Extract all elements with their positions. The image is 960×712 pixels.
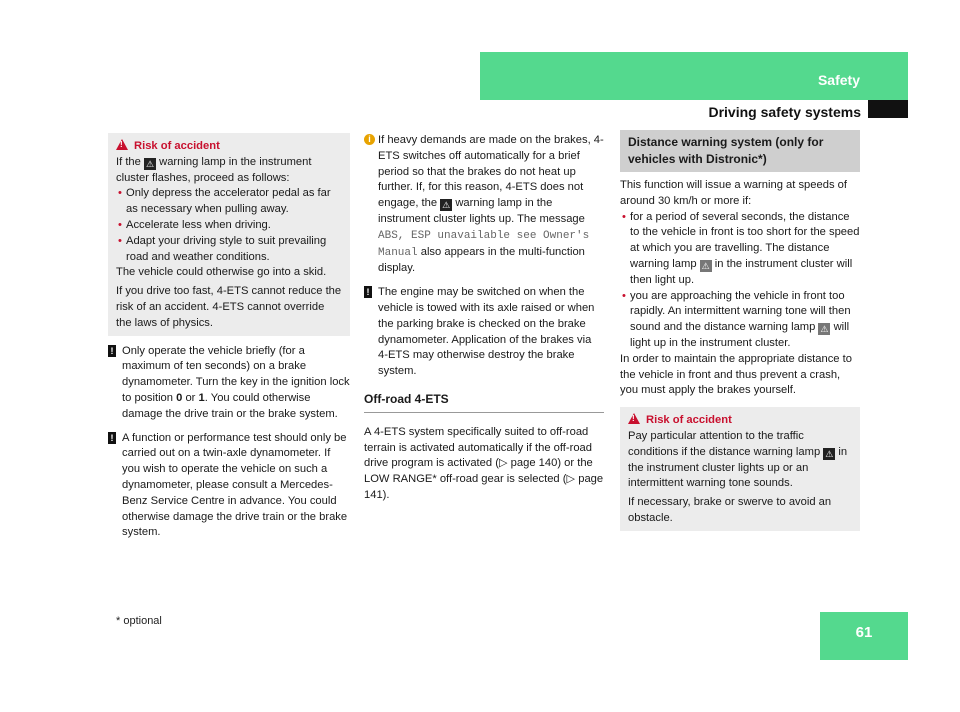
arrow-icon: ▷ [498,457,508,470]
section-tab [480,52,908,100]
page-ref-link[interactable]: page 141 [364,473,604,501]
list-item: • Adapt your driving style to suit prevailing road and weather conditions. [116,234,342,266]
page-number-block [820,612,908,660]
risk-text-3: If necessary, brake or swerve to avoid an obstacle. [628,496,832,524]
footnote: * optional [116,615,162,627]
warning-triangle-icon [116,139,128,150]
arrow-icon: ▷ [566,473,576,486]
info-text: If heavy demands are made on the brakes, 4-ETS switches off automatically for a brief period so that the brakes do not heat up further. If, for this reason, 4-ETS does not engage, the [378,134,604,210]
note-towing [364,285,604,380]
position-0: 0 [176,391,183,404]
distance-warning-lamp-icon: ⚠ [701,260,710,271]
info-icon: i [364,134,375,145]
note-or: or [185,391,196,404]
bullet-text: for a period of several seconds, the distance to the vehicle in front is too short for the speed at which you are travelling. The distance warning lamp [630,210,860,270]
risk-after-2: If you drive too fast, 4-ETS cannot reduce the risk of an accident. 4-ETS cannot override the laws of physics. [116,285,342,329]
risk-text-2: in the instrument cluster lights up or an intermittent warning tone sounds. [628,445,848,490]
header-marker [868,100,908,118]
note-dynamometer [108,344,350,423]
risk-intro-rest: warning lamp in the instrument cluster flashes, proceed as follows: [116,155,312,184]
risk-intro: If the [116,155,141,168]
risk-box [108,133,350,336]
distance-paragraph: In order to maintain the appropriate distance to the vehicle in front and thus prevent a crash, you must apply the brakes yourself. [620,352,852,397]
note-test [108,431,350,542]
note-text: A function or performance test should only be carried out on a twin-axle dynamometer. If you wish to operate the vehicle on such a dynamometer, please consult a Mercedes-Benz Service Centre in advance. You could otherwise damage the drive train or the brake system. [122,431,348,539]
distance-warning-lamp-icon: ⚠ [825,448,834,459]
list-item [620,289,860,352]
section-tab-label: Safety [817,72,860,88]
display-message: ABS, ESP unavailable see Owner's Manual [378,229,590,259]
risk-after-1: The vehicle could otherwise go into a skid. [116,266,327,279]
risk-box [620,407,860,531]
bullet-text-2: in the instrument cluster will then light up. [630,257,853,286]
page-ref-link[interactable]: page 140 [510,457,558,470]
skid-warning-lamp-icon: ⚠ [442,200,451,211]
column-3 [620,130,860,531]
info-text-2: warning lamp in the instrument cluster lights up. The message [378,197,585,225]
offroad-text-b: ) or the LOW RANGE* off-road gear is selected ( [364,457,593,486]
column-2 [364,133,604,504]
info-text-3: also appears in the multi-function display. [378,245,585,275]
distance-intro: This function will issue a warning at speeds of around 30 km/h or more if: [620,179,847,207]
offroad-text-a: A 4-ETS system specifically suited to off-road terrain is activated automatically if the off-road drive program is activated ( [364,425,593,470]
info-note [364,133,604,277]
position-1: 1 [198,391,205,404]
list-item: • Only depress the accelerator pedal as far as necessary when pulling away. [116,186,342,218]
distance-warning-lamp-icon: ⚠ [820,324,829,335]
offroad-text [364,425,604,504]
bullet-text-2: will light up in the instrument cluster. [630,321,850,349]
exclamation-icon: ! [108,432,116,444]
offroad-text-c: ). [382,488,390,501]
note-text: The engine may be switched on when the vehicle is towed with its axle raised or when the parking brake is checked on the brake dynamometer. Application of the brakes via 4-ETS may otherwise destroy the brake system. [378,286,595,378]
risk-text: Pay particular attention to the traffic conditions if the distance warning lamp [628,429,821,458]
exclamation-icon: ! [108,345,116,357]
bullet-text: you are approaching the vehicle in front too rapidly. An intermittent warning tone will then sound and the distance warning lamp [630,289,851,334]
warning-triangle-icon [628,413,640,424]
page-number: 61 [855,624,873,641]
risk-title: Risk of accident [134,140,220,152]
chapter-title: Driving safety systems [708,104,861,120]
column-1 [108,133,350,541]
distance-section-heading: Distance warning system (only for vehicles with Distronic*) [620,130,860,172]
exclamation-icon: ! [364,286,372,298]
note-text: Only operate the vehicle briefly (for a maximum of ten seconds) on a brake dynamometer. Turn the key in the ignition lock to position [122,344,350,404]
note-text-end: . You could otherwise damage the drive train or the brake system. [122,391,338,420]
list-item: • Accelerate less when driving. [116,218,342,234]
offroad-heading: Off-road 4-ETS [364,392,604,413]
list-item [620,210,860,289]
skid-warning-lamp-icon: ⚠ [145,158,155,169]
risk-title: Risk of accident [646,414,732,427]
